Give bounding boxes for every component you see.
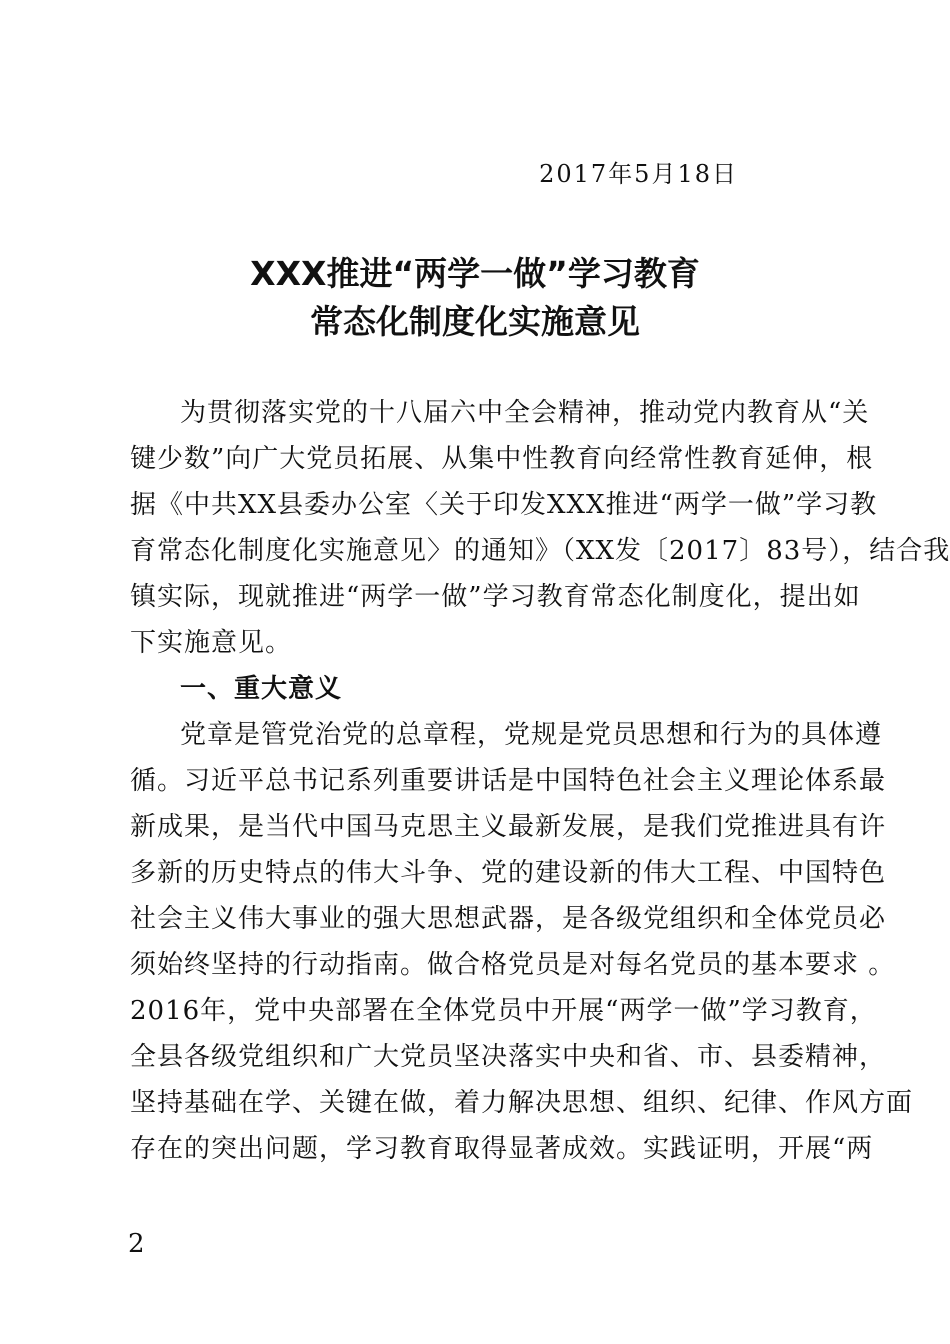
paragraph-2-line: 多新的历史特点的伟大斗争、党的建设新的伟大工程、中国特色 [130, 858, 887, 888]
paragraph-2-line: 社会主义伟大事业的强大思想武器，是各级党组织和全体党员必 [130, 904, 887, 934]
document-body [130, 390, 950, 1172]
paragraph-2-line: 党章是管党治党的总章程，党规是党员思想和行为的具体遵 [180, 720, 883, 750]
paragraph-1-line: 镇实际，现就推进“两学一做”学习教育常态化制度化，提出如 [130, 582, 861, 612]
document-date: 2017年5月18日 [539, 160, 738, 188]
paragraph-2-line: 循。习近平总书记系列重要讲话是中国特色社会主义理论体系最 [130, 766, 887, 796]
document-title-line-2: 常态化制度化实施意见 [310, 302, 640, 341]
paragraph-2-line: 坚持基础在学、关键在做，着力解决思想、组织、纪律、作风方面 [130, 1088, 914, 1118]
paragraph-1-line: 为贯彻落实党的十八届六中全会精神，推动党内教育从“关 [180, 398, 870, 428]
section-1-heading: 一、重大意义 [180, 674, 343, 704]
paragraph-1-line: 下实施意见。 [130, 628, 293, 658]
paragraph-1-line: 育常态化制度化实施意见〉的通知》（XX发〔2017〕83号），结合我 [130, 536, 950, 566]
paragraph-2-line: 新成果，是当代中国马克思主义最新发展，是我们党推进具有许 [130, 812, 887, 842]
paragraph-1-line: 据《中共XX县委办公室〈关于印发XXX推进“两学一做”学习教 [130, 490, 878, 520]
paragraph-1-line: 键少数”向广大党员拓展、从集中性教育向经常性教育延伸，根 [130, 444, 874, 474]
paragraph-2-line: 全县各级党组织和广大党员坚决落实中央和省、市、县委精神， [130, 1042, 887, 1072]
page-number: 2 [128, 1229, 145, 1259]
paragraph-2-line: 存在的突出问题，学习教育取得显著成效。实践证明，开展“两 [130, 1134, 874, 1164]
paragraph-2-line: 须始终坚持的行动指南。做合格党员是对每名党员的基本要求 。 [130, 950, 896, 980]
document-title-line-1: XXX推进“两学一做”学习教育 [250, 254, 700, 293]
paragraph-2-line: 2016年，党中央部署在全体党员中开展“两学一做”学习教育， [130, 996, 877, 1026]
